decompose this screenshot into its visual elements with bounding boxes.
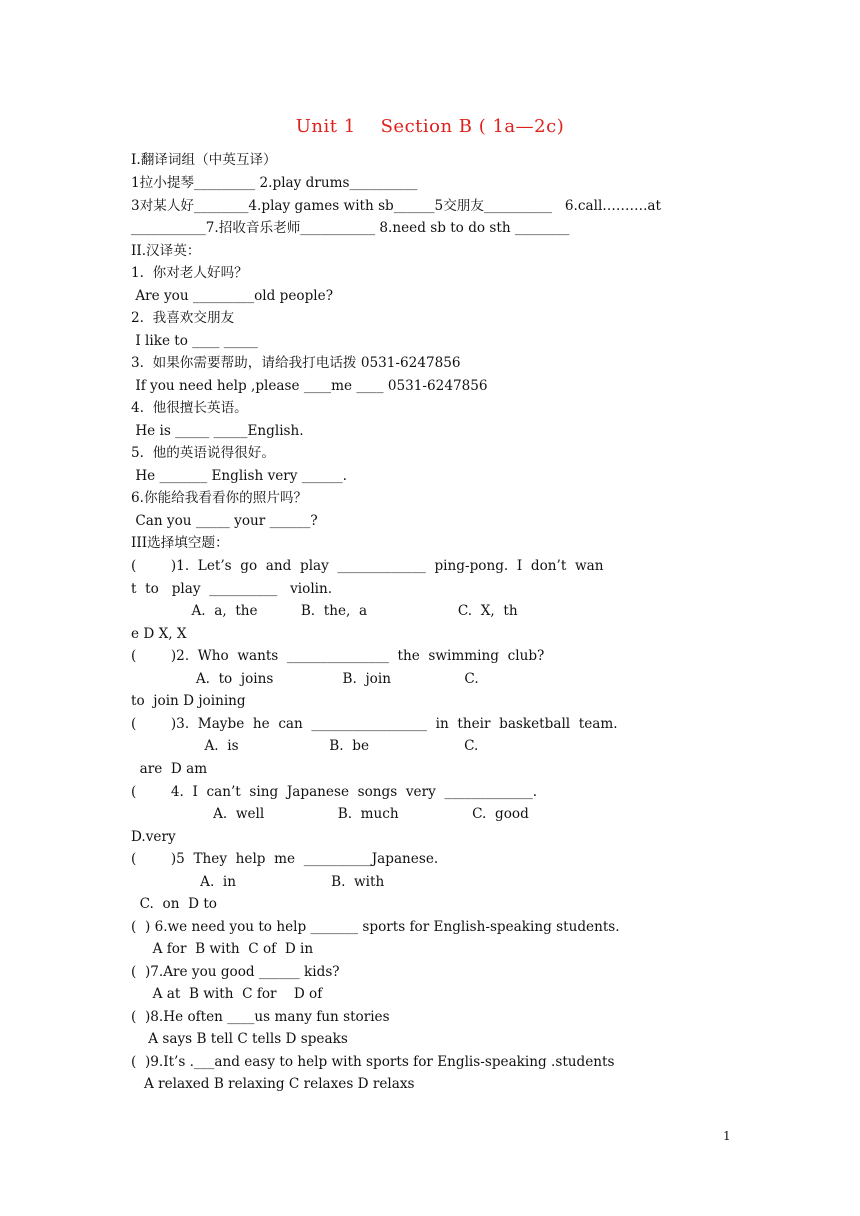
text-line: e D X, X [131,626,187,642]
text-line: 6.你能给我看看你的照片吗？ [131,490,308,506]
text-line: D.very [131,829,176,845]
text-line: 4. 他很擅长英语。 [131,400,248,416]
text-line: C. on D to [131,896,217,912]
text-line: ( )9.It’s .___and easy to help with sports for Englis-speaking .students [131,1054,615,1070]
text-line: I.翻译词组（中英互译） [131,152,277,168]
text-line: I like to ____ _____ [131,333,258,349]
text-line: A at B with C for D of [131,986,323,1002]
text-line: ___________7.招收音乐老师___________ 8.need sb to do sth ________ [131,220,570,236]
text-line: If you need help ,please ____me ____ 0531-6247856 [131,378,488,394]
text-line: are D am [131,761,208,777]
text-line: ( )1. Let’s go and play _____________ ping-pong. I don’t wan [131,558,604,574]
text-line: 5. 他的英语说得很好。 [131,445,275,461]
text-line: A for B with C of D in [131,941,314,957]
text-line: A. to joins B. join C. [131,671,479,687]
text-line: ( )3. Maybe he can _________________ in their basketball team. [131,716,618,732]
text-line: A. in B. with [131,874,385,890]
text-line: to join D joining [131,693,246,709]
text-line: ( ) 6.we need you to help _______ sports for English-speaking students. [131,919,620,935]
text-line: He is _____ _____English. [131,423,304,439]
text-line: 1拉小提琴_________ 2.play drums__________ [131,175,418,191]
text-line: ( )2. Who wants _______________ the swimming club? [131,648,545,664]
text-line: III选择填空题： [131,535,229,551]
text-line: ( 4. I can’t sing Japanese songs very _____________. [131,784,538,800]
text-line: A. a, the B. the, a C. X, th [131,603,518,619]
text-line: 3. 如果你需要帮助，请给我打电话拨 0531-6247856 [131,355,461,371]
text-line: A. is B. be C. [131,738,479,754]
text-line: 2. 我喜欢交朋友 [131,310,235,326]
text-line: ( )7.Are you good ______ kids? [131,964,340,980]
page-number: 1 [723,1129,731,1143]
text-line: A relaxed B relaxing C relaxes D relaxs [131,1076,415,1092]
text-line: ( )8.He often ____us many fun stories [131,1009,390,1025]
text-line: Can you _____ your ______? [131,513,318,529]
text-line: He _______ English very ______. [131,468,347,484]
text-line: A. well B. much C. good [131,806,529,822]
text-line: t to play __________ violin. [131,581,333,597]
text-line: 3对某人好________4.play games with sb______5交朋友__________ 6.call……….at [131,198,661,214]
text-line: ( )5 They help me __________Japanese. [131,851,439,867]
text-line: A says B tell C tells D speaks [131,1031,348,1047]
text-line: II.汉译英： [131,243,201,259]
text-line: 1. 你对老人好吗？ [131,265,248,281]
text-line: Are you _________old people? [131,288,333,304]
page-title: Unit 1 Section B ( 1a—2c) [295,116,565,137]
